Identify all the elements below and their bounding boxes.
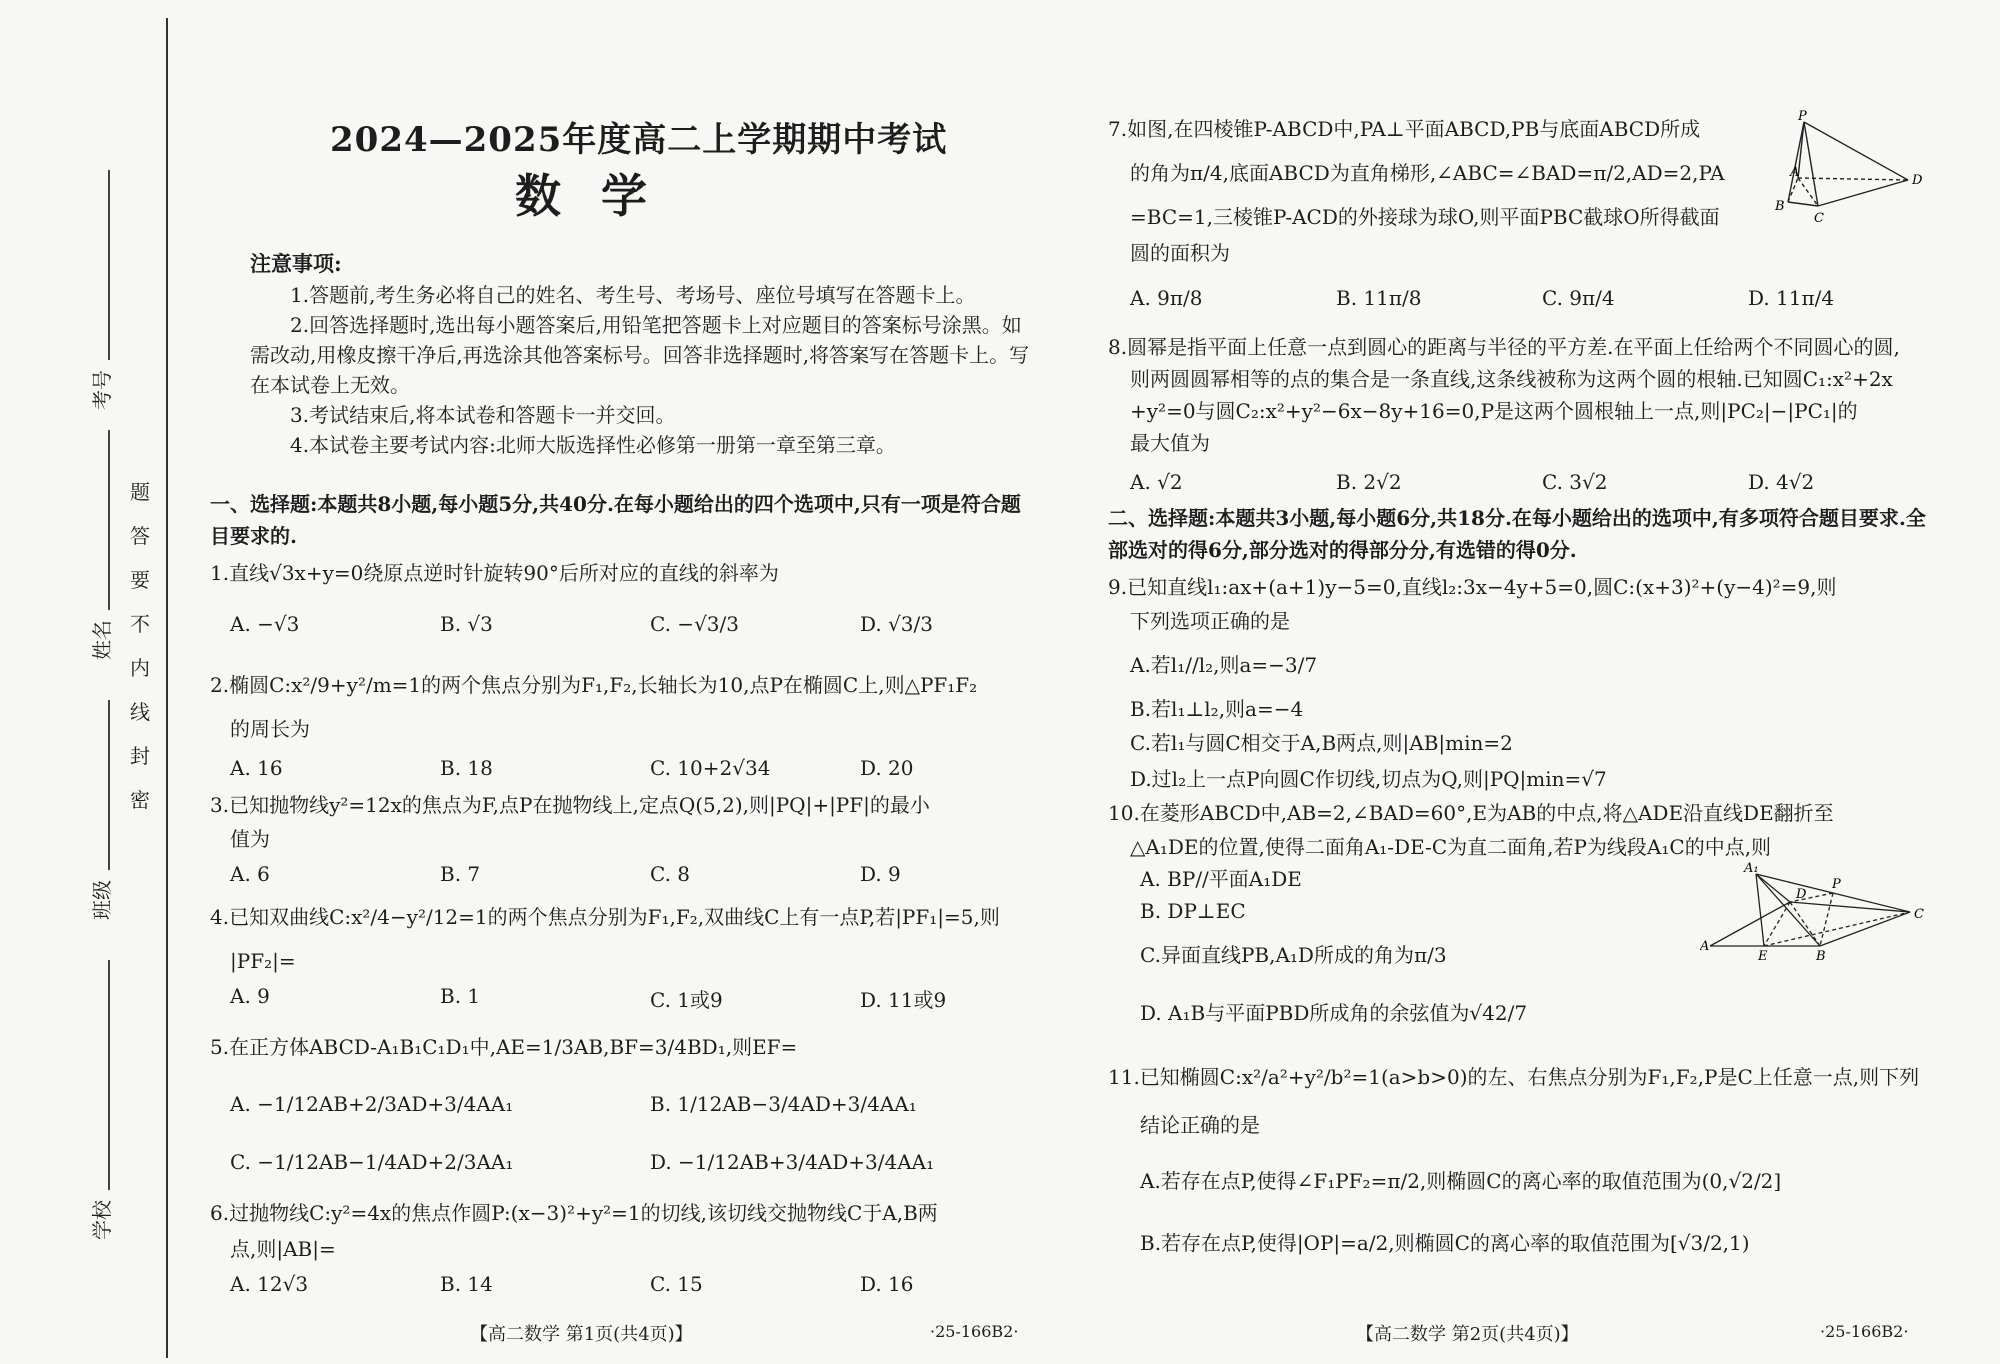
footer-left-page: 【高二数学 第1页(共4页)】 [470, 1324, 693, 1345]
q8-option-b[interactable]: B. 2√2 [1336, 470, 1402, 494]
q8-stem-3: +y²=0与圆C₂:x²+y²−6x−8y+16=0,P是这两个圆根轴上一点,则|PC₂|−|PC₁|的 [1130, 399, 1858, 423]
q9-option-c[interactable]: C.若l₁与圆C相交于A,B两点,则|AB|min=2 [1130, 731, 1513, 755]
q3-option-c[interactable]: C. 8 [650, 862, 691, 886]
q5-option-a[interactable]: A. −1/12AB+2/3AD+3/4AA₁ [230, 1092, 514, 1116]
binding-line [166, 18, 168, 1358]
q9-option-d[interactable]: D.过l₂上一点P向圆C作切线,切点为Q,则|PQ|min=√7 [1130, 767, 1607, 791]
q8-option-d[interactable]: D. 4√2 [1748, 470, 1815, 494]
q9-stem-2: 下列选项正确的是 [1130, 609, 1290, 633]
rhombus-label-d: D [1796, 887, 1807, 902]
q2-stem: 2.椭圆C:x²/9+y²/m=1的两个焦点分别为F₁,F₂,长轴长为10,点P在椭圆C上,则△PF₁F₂ [210, 673, 978, 697]
q2-option-b[interactable]: B. 18 [440, 756, 493, 780]
q5-option-c[interactable]: C. −1/12AB−1/4AD+2/3AA₁ [230, 1150, 514, 1174]
q9-stem: 9.已知直线l₁:ax+(a+1)y−5=0,直线l₂:3x−4y+5=0,圆C:(x+3)²+(y−4)²=9,则 [1108, 575, 1837, 599]
q10-option-c[interactable]: C.异面直线PB,A₁D所成的角为π/3 [1140, 943, 1447, 967]
q6-option-a[interactable]: A. 12√3 [230, 1272, 309, 1296]
rhombus-label-a1: A₁ [1744, 861, 1759, 876]
pyramid-figure [1770, 110, 1930, 230]
q4-stem: 4.已知双曲线C:x²/4−y²/12=1的两个焦点分别为F₁,F₂,双曲线C上有一点P,若|PF₁|=5,则 [210, 905, 1000, 929]
pyramid-label-c: C [1814, 211, 1824, 226]
field-label-exam-number: 考号 [90, 370, 114, 410]
q10-stem-2: △A₁DE的位置,使得二面角A₁-DE-C为直二面角,若P为线段A₁C的中点,则 [1130, 835, 1772, 859]
q8-stem-2: 则两圆圆幂相等的点的集合是一条直线,这条线被称为这两个圆的根轴.已知圆C₁:x²+2x [1130, 367, 1893, 391]
exam-number-blank[interactable] [108, 170, 110, 360]
q6-options [230, 1272, 914, 1296]
exam-title: 2024—2025年度高二上学期期中考试 [330, 120, 948, 160]
rhombus-label-a: A [1700, 939, 1710, 954]
q7-option-b[interactable]: B. 11π/8 [1336, 286, 1422, 310]
notice-item-2: 2.回答选择题时,选出每小题答案后,用铅笔把答题卡上对应题目的答案标号涂黑。如需改动,用橡皮擦干净后,再选涂其他答案标号。回答非选择题时,将答案写在答题卡上。写在本试卷上无效。 [250, 313, 1030, 397]
q7-option-c[interactable]: C. 9π/4 [1542, 286, 1615, 310]
q4-option-d[interactable]: D. 11或9 [860, 988, 947, 1012]
q8-options [1130, 470, 1814, 494]
q8-stem-4: 最大值为 [1130, 431, 1210, 455]
pyramid-label-d: D [1912, 173, 1923, 188]
q1-options [230, 612, 933, 636]
q11-stem-2: 结论正确的是 [1140, 1113, 1260, 1137]
q6-stem: 6.过抛物线C:y²=4x的焦点作圆P:(x−3)²+y²=1的切线,该切线交抛物线C于A,B两 [210, 1201, 938, 1225]
q10-option-b[interactable]: B. DP⊥EC [1140, 899, 1246, 923]
notice-item-1: 1.答题前,考生务必将自己的姓名、考生号、考场号、座位号填写在答题卡上。 [290, 283, 976, 307]
section2-heading: 二、选择题:本题共3小题,每小题6分,共18分.在每小题给出的选项中,有多项符合题目要求.全部选对的得6分,部分选对的得部分分,有选错的得0分. [1108, 506, 1926, 562]
q5-option-b[interactable]: B. 1/12AB−3/4AD+3/4AA₁ [650, 1092, 917, 1116]
field-label-name: 姓名 [90, 620, 114, 660]
notice-heading: 注意事项: [250, 251, 342, 276]
q8-option-c[interactable]: C. 3√2 [1542, 470, 1608, 494]
q7-option-d[interactable]: D. 11π/4 [1748, 286, 1835, 310]
q10-option-a[interactable]: A. BP//平面A₁DE [1140, 867, 1302, 891]
q4-option-c[interactable]: C. 1或9 [650, 988, 723, 1012]
q5-option-d[interactable]: D. −1/12AB+3/4AD+3/4AA₁ [650, 1150, 935, 1174]
q4-stem-cont: |PF₂|= [230, 949, 296, 973]
q9-option-b[interactable]: B.若l₁⊥l₂,则a=−4 [1130, 697, 1304, 721]
seal-warning: 题 答 要 不 内 线 封 密 [130, 480, 150, 812]
q1-option-d[interactable]: D. √3/3 [860, 612, 933, 636]
footer-right-page: 【高二数学 第2页(共4页)】 [1356, 1324, 1579, 1345]
footer-left-code: ·25-166B2· [930, 1322, 1019, 1341]
q3-stem: 3.已知抛物线y²=12x的焦点为F,点P在抛物线上,定点Q(5,2),则|PQ|+|PF|的最小 [210, 793, 930, 817]
q10-option-d[interactable]: D. A₁B与平面PBD所成角的余弦值为√42/7 [1140, 1001, 1528, 1025]
q7-stem-3: =BC=1,三棱锥P-ACD的外接球为球O,则平面PBC截球O所得截面 [1130, 205, 1720, 229]
q7-stem: 7.如图,在四棱锥P-ABCD中,PA⊥平面ABCD,PB与底面ABCD所成 [1108, 117, 1701, 141]
field-label-school: 学校 [90, 1200, 114, 1240]
q5-options-ab [230, 1092, 917, 1116]
q5-options-cd [230, 1150, 934, 1174]
q5-stem: 5.在正方体ABCD-A₁B₁C₁D₁中,AE=1/3AB,BF=3/4BD₁,则EF= [210, 1035, 798, 1059]
q11-stem: 11.已知椭圆C:x²/a²+y²/b²=1(a>b>0)的左、右焦点分别为F₁,F₂,P是C上任意一点,则下列 [1108, 1065, 1920, 1089]
q3-stem-cont: 值为 [230, 827, 270, 851]
q3-option-b[interactable]: B. 7 [440, 862, 481, 886]
q6-option-b[interactable]: B. 14 [440, 1272, 493, 1296]
q8-stem: 8.圆幂是指平面上任意一点到圆心的距离与半径的平方差.在平面上任给两个不同圆心的圆, [1108, 335, 1900, 359]
q3-option-a[interactable]: A. 6 [230, 862, 270, 886]
q1-option-b[interactable]: B. √3 [440, 612, 493, 636]
q6-option-d[interactable]: D. 16 [860, 1272, 914, 1296]
pyramid-label-p: P [1798, 110, 1807, 124]
pyramid-label-b: B [1775, 199, 1785, 214]
school-blank[interactable] [108, 960, 110, 1190]
q7-stem-2: 的角为π/4,底面ABCD为直角梯形,∠ABC=∠BAD=π/2,AD=2,PA [1130, 161, 1725, 185]
q4-option-b[interactable]: B. 1 [440, 984, 481, 1008]
q1-option-a[interactable]: A. −√3 [230, 612, 300, 636]
q7-options [1130, 286, 1834, 310]
q11-option-a[interactable]: A.若存在点P,使得∠F₁PF₂=π/2,则椭圆C的离心率的取值范围为(0,√2/2] [1140, 1169, 1782, 1193]
q4-option-a[interactable]: A. 9 [230, 984, 270, 1008]
rhombus-label-c: C [1914, 907, 1924, 922]
q2-option-c[interactable]: C. 10+2√34 [650, 756, 771, 780]
q7-option-a[interactable]: A. 9π/8 [1130, 286, 1203, 310]
q2-option-d[interactable]: D. 20 [860, 756, 914, 780]
notice-item-4: 4.本试卷主要考试内容:北师大版选择性必修第一册第一章至第三章。 [290, 433, 896, 457]
q2-option-a[interactable]: A. 16 [230, 756, 283, 780]
q4-options [230, 984, 946, 1013]
footer-right-code: ·25-166B2· [1820, 1322, 1909, 1341]
q9-option-a[interactable]: A.若l₁//l₂,则a=−3/7 [1130, 653, 1318, 677]
section1-heading: 一、选择题:本题共8小题,每小题5分,共40分.在每小题给出的四个选项中,只有一项是符合题目要求的. [210, 492, 1021, 548]
rhombus-fold-figure [1700, 860, 1930, 960]
q3-options [230, 862, 901, 886]
notice-item-3: 3.考试结束后,将本试卷和答题卡一并交回。 [290, 403, 676, 427]
class-blank[interactable] [108, 700, 110, 870]
q6-option-c[interactable]: C. 15 [650, 1272, 703, 1296]
rhombus-label-p: P [1832, 877, 1841, 892]
q1-stem: 1.直线√3x+y=0绕原点逆时针旋转90°后所对应的直线的斜率为 [210, 561, 779, 585]
q6-stem-cont: 点,则|AB|= [230, 1237, 336, 1261]
q7-stem-4: 圆的面积为 [1130, 241, 1230, 265]
pyramid-label-a: A [1790, 165, 1800, 180]
field-label-class: 班级 [90, 880, 114, 920]
q1-option-c[interactable]: C. −√3/3 [650, 612, 739, 636]
exam-subject: 数学 [515, 169, 687, 223]
rhombus-label-e: E [1758, 949, 1768, 960]
q11-option-b[interactable]: B.若存在点P,使得|OP|=a/2,则椭圆C的离心率的取值范围为[√3/2,1) [1140, 1231, 1750, 1255]
q3-option-d[interactable]: D. 9 [860, 862, 901, 886]
q8-option-a[interactable]: A. √2 [1130, 470, 1183, 494]
q2-options [230, 756, 914, 780]
q2-stem-cont: 的周长为 [230, 717, 310, 741]
rhombus-label-b: B [1816, 949, 1826, 960]
name-blank[interactable] [108, 430, 110, 610]
q10-stem: 10.在菱形ABCD中,AB=2,∠BAD=60°,E为AB的中点,将△ADE沿直线DE翻折至 [1108, 801, 1834, 825]
